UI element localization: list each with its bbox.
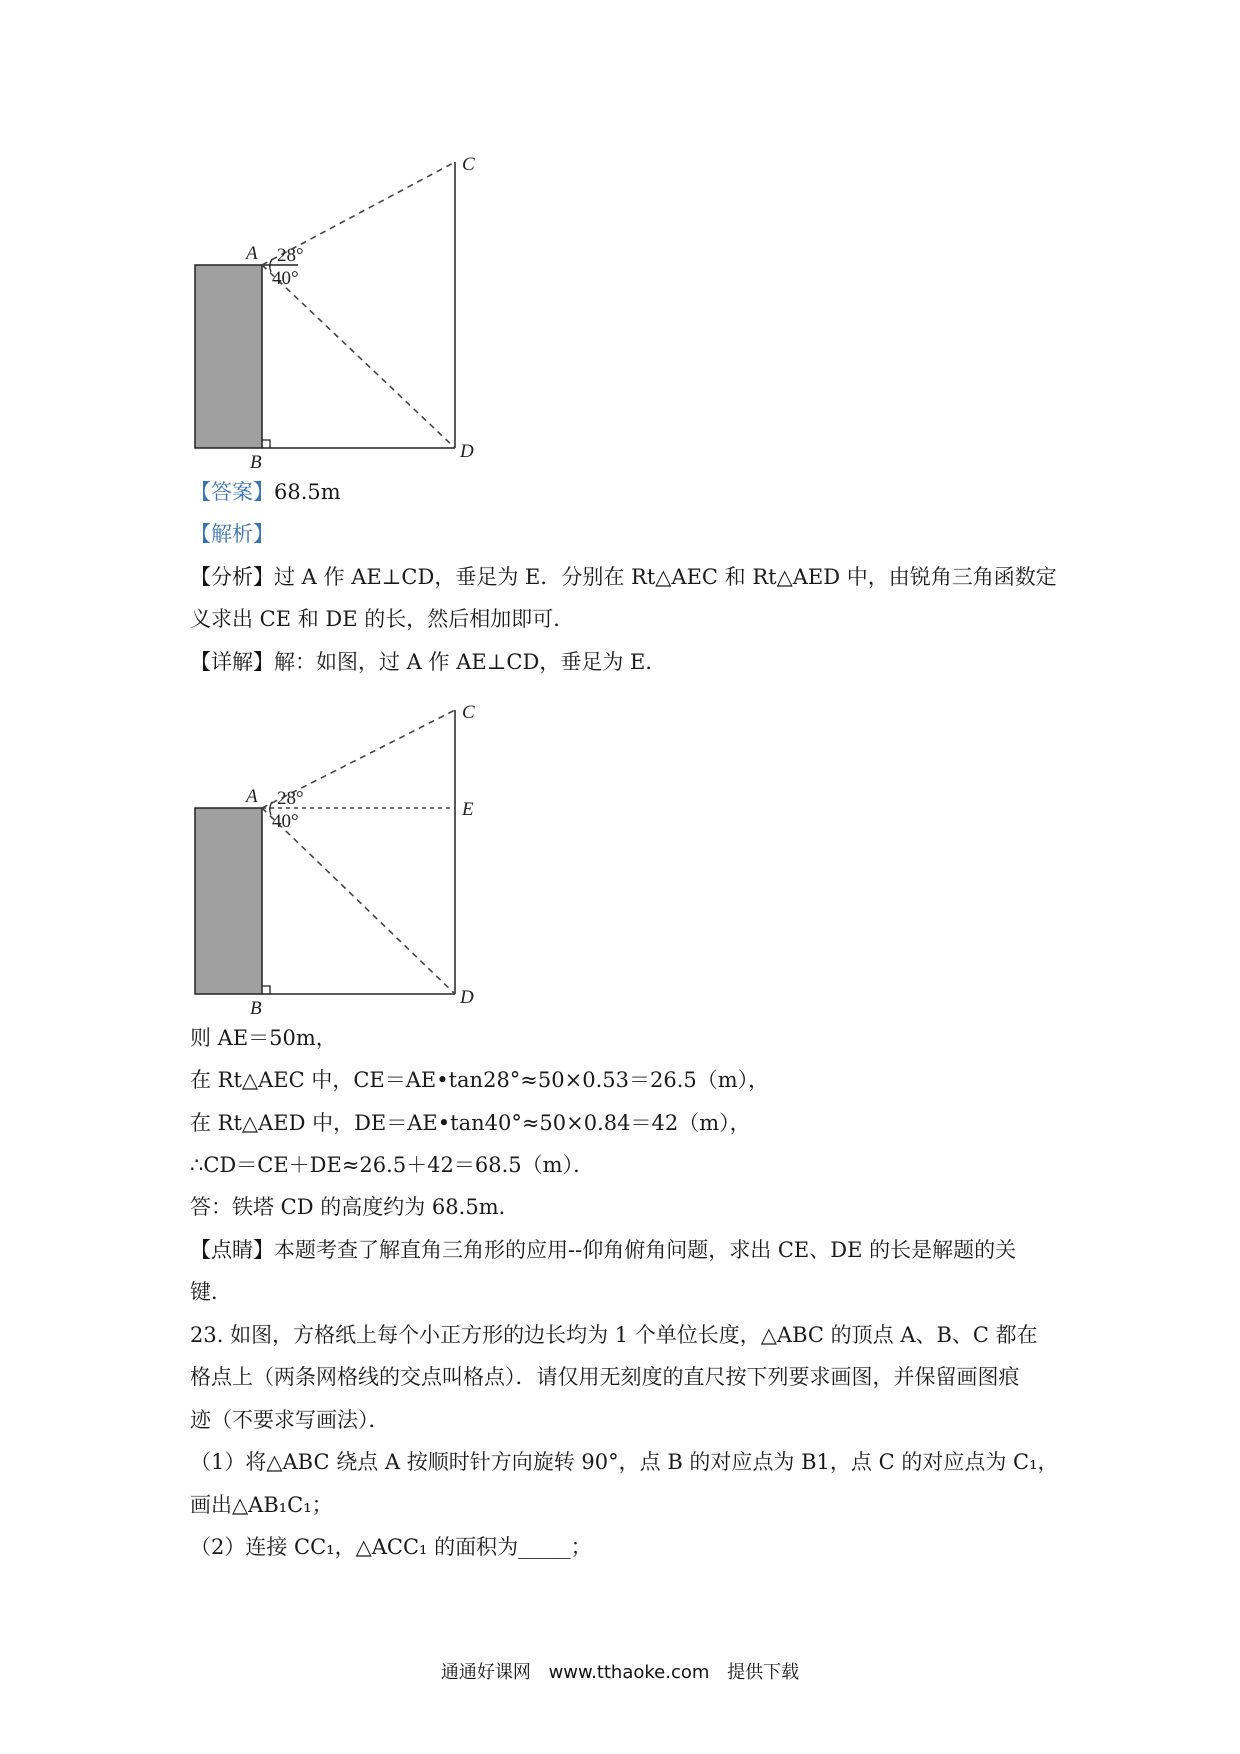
label-c: C (462, 154, 475, 175)
footer-site-name: 通通好课网 (440, 1662, 531, 1683)
footer-url[interactable]: www.tthaoke.com (548, 1662, 710, 1683)
explain-tag: 【解析】 (190, 522, 274, 546)
step-line-1: 则 AE＝50m， (190, 1026, 337, 1050)
step-line-5: 答：铁塔 CD 的高度约为 68.5m． (190, 1195, 520, 1219)
q23-line-3: 迹（不要求写画法）． (190, 1408, 390, 1432)
q23-part2-line: （2）连接 CC₁，△ACC₁ 的面积为_____； (190, 1535, 592, 1559)
label-a: A (246, 786, 258, 807)
detail-text: 解：如图，过 A 作 AE⊥CD，垂足为 E． (274, 650, 667, 674)
explain-line (190, 520, 1060, 548)
label-e: E (462, 799, 474, 820)
step-line-2: 在 Rt△AEC 中，CE＝AE•tan28°≈50×0.53＝26.5（m）， (190, 1068, 770, 1092)
label-d: D (460, 987, 474, 1008)
angle-40-label: 40° (272, 268, 299, 289)
angle-40-label: 40° (272, 811, 299, 832)
comment-line-1 (190, 1236, 1060, 1264)
answer-line (190, 478, 1060, 506)
analysis-line-1 (190, 563, 1060, 591)
q23-line-2: 格点上（两条网格线的交点叫格点）．请仅用无刻度的直尺按下列要求画图，并保留画图痕 (190, 1365, 1020, 1389)
label-a: A (246, 243, 258, 264)
comment-line-2: 键． (190, 1280, 232, 1304)
analysis-text-1: 过 A 作 AE⊥CD，垂足为 E．分别在 Rt△AEC 和 Rt△AED 中，由锐角三角函数定 (274, 565, 1057, 589)
q23-part1-line-2: 画出△AB₁C₁； (190, 1493, 333, 1517)
figure-tower-1-svg (190, 150, 490, 473)
right-angle-mark (262, 440, 270, 448)
label-d: D (460, 441, 474, 462)
label-b: B (250, 998, 262, 1019)
comment-tag: 【点睛】 (190, 1238, 274, 1262)
footer-suffix: 提供下载 (727, 1662, 800, 1683)
figure-tower-2-svg (190, 698, 490, 1018)
answer-tag: 【答案】 (190, 480, 274, 504)
angle-28-label: 28° (277, 788, 304, 809)
label-b: B (250, 452, 262, 473)
line-of-sight-ad (262, 808, 455, 994)
analysis-tag: 【分析】 (190, 565, 274, 589)
q23-line-1: 23. 如图，方格纸上每个小正方形的边长均为 1 个单位长度，△ABC 的顶点 A、B、C 都在 (190, 1323, 1038, 1347)
figure-tower-2 (190, 698, 490, 1018)
analysis-line-2: 义求出 CE 和 DE 的长，然后相加即可． (190, 607, 575, 631)
step-line-3: 在 Rt△AED 中，DE＝AE•tan40°≈50×0.84＝42（m）， (190, 1111, 751, 1135)
detail-line (190, 648, 1060, 676)
angle-28-label: 28° (277, 245, 304, 266)
building-rect (195, 265, 262, 448)
line-of-sight-ad (262, 265, 455, 448)
building-rect (195, 808, 262, 994)
answer-text: 68.5m (274, 480, 341, 504)
figure-tower-1 (190, 150, 490, 473)
q23-part1-line-1: （1）将△ABC 绕点 A 按顺时针方向旋转 90°，点 B 的对应点为 B1，点 C 的对应点为 C₁， (190, 1450, 1059, 1474)
step-line-4: ∴CD＝CE＋DE≈26.5＋42＝68.5（m）． (190, 1153, 595, 1177)
right-angle-mark (262, 986, 270, 994)
page-footer (0, 1658, 1240, 1684)
label-c: C (462, 702, 475, 723)
detail-tag: 【详解】 (190, 650, 274, 674)
comment-text-1: 本题考查了解直角三角形的应用--仰角俯角问题，求出 CE、DE 的长是解题的关 (274, 1238, 1017, 1262)
